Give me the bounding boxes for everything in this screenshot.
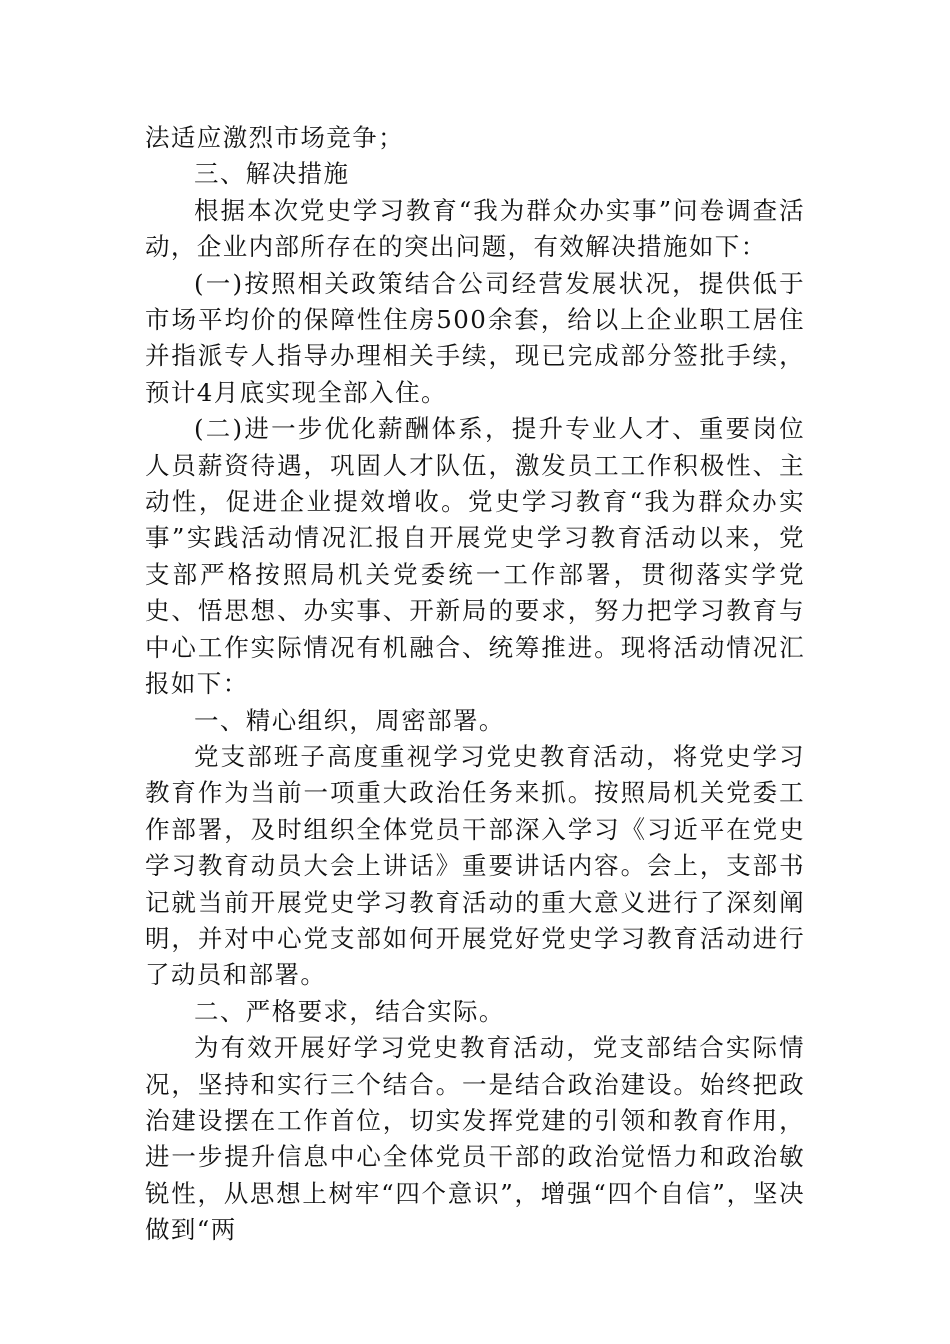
document-body: [145, 120, 805, 1249]
paragraph-measure-2: (二)进一步优化薪酬体系，提升专业人才、重要岗位人员薪资待遇，巩固人才队伍，激发员工工作积极性、主动性，促进企业提效增收。党史学习教育“我为群众办实事”实践活动情况汇报自开展党史学习教育活动以来，党支部严格按照局机关党委统一工作部署，贯彻落实学党史、悟思想、办实事、开新局的要求，努力把学习教育与中心工作实际情况有机融合、统筹推进。现将活动情况汇报如下：: [145, 414, 805, 699]
paragraph-continuation: 法适应激烈市场竞争；: [145, 123, 404, 152]
paragraph-measure-1: (一)按照相关政策结合公司经营发展状况，提供低于市场平均价的保障性住房500余套，给以上企业职工居住并指派专人指导办理相关手续，现已完成部分签批手续，预计4月底实现全部入住。: [145, 268, 805, 407]
section-heading-solutions: 三、解决措施: [194, 159, 350, 189]
section-heading-organize: 一、精心组织，周密部署。: [194, 705, 505, 735]
section-heading-requirements: 二、严格要求，结合实际。: [194, 996, 505, 1026]
paragraph-requirements: 为有效开展好学习党史教育活动，党支部结合实际情况，坚持和实行三个结合。一是结合政治建设。始终把政治建设摆在工作首位，切实发挥党建的引领和教育作用，进一步提升信息中心全体党员干部的政治觉悟力和政治敏锐性，从思想上树牢“四个意识”，增强“四个自信”，坚决做到“两: [145, 1033, 805, 1245]
paragraph-organize: 党支部班子高度重视学习党史教育活动，将党史学习教育作为当前一项重大政治任务来抓。按照局机关党委工作部署，及时组织全体党员干部深入学习《习近平在党史学习教育动员大会上讲话》重要讲话内容。会上，支部书记就当前开展党史学习教育活动的重大意义进行了深刻阐明，并对中心党支部如何开展党好党史学习教育活动进行了动员和部署。: [145, 741, 805, 990]
paragraph-intro: 根据本次党史学习教育“我为群众办实事”问卷调查活动，企业内部所存在的突出问题，有效解决措施如下：: [145, 195, 805, 262]
